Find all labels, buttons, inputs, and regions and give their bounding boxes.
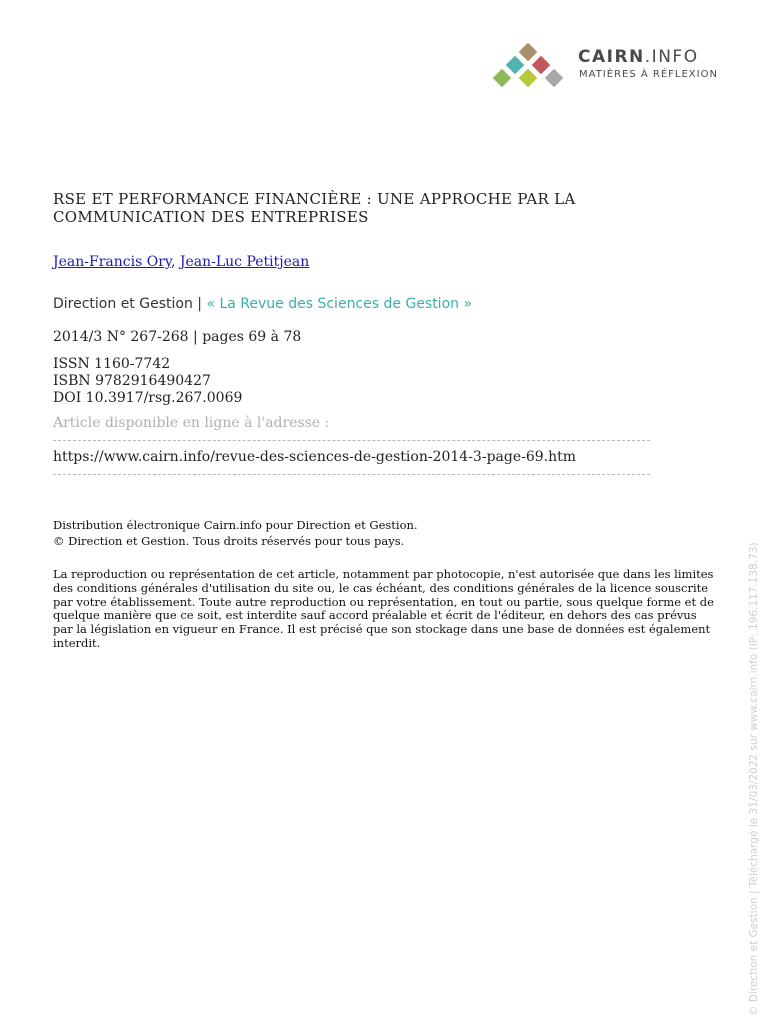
logo-wordmark (578, 47, 699, 67)
available-label: Article disponible en ligne à l'adresse : (53, 415, 330, 431)
url-divider-top (53, 440, 650, 441)
publisher-name: Direction et Gestion | (53, 296, 207, 312)
legal-notice: La reproduction ou représentation de cet article, notamment par photocopie, n'est autorisée que dans les limites des conditions générales d'utilisation du site ou, le cas échéant, des conditions générales de la licence souscrite par votre établissement. Toute autre reproduction ou représentation, en tout ou partie, sous quelque forme et de quelque manière que ce soit, est interdite sauf accord préalable et écrit de l'éditeur, en dehors des cas prévus par la législation en vigueur en France. Il est précisé que son stockage dans une base de données est également interdit. (53, 567, 714, 650)
logo-name-main: CAIRN (578, 47, 645, 67)
author-link-petitjean[interactable]: Jean-Luc Petitjean (179, 254, 310, 270)
author-separator: , (170, 254, 180, 270)
issue-info: 2014/3 N° 267-268 | pages 69 à 78 (53, 329, 302, 345)
distribution-text: Distribution électronique Cairn.info pour Direction et Gestion. (53, 518, 418, 532)
author-link-ory[interactable]: Jean-Francis Ory (53, 254, 171, 270)
revue-name: « La Revue des Sciences de Gestion » (206, 296, 473, 312)
identifiers (53, 356, 242, 407)
article-url[interactable]: https://www.cairn.info/revue-des-sciences-de-gestion-2014-3-page-69.htm (53, 449, 577, 465)
download-watermark: © Direction et Gestion | Téléchargé le 31/03/2022 sur www.cairn.info (IP: 196.117.138.73) (748, 542, 760, 1016)
publisher-line (53, 296, 472, 312)
logo-tagline: MATIÈRES À RÉFLEXION (579, 69, 718, 80)
cairn-logo[interactable] (488, 40, 728, 92)
authors-line (53, 254, 309, 270)
url-divider-bottom (53, 474, 650, 475)
copyright-text: © Direction et Gestion. Tous droits réservés pour tous pays. (53, 534, 405, 548)
article-title: RSE ET PERFORMANCE FINANCIÈRE : UNE APPROCHE PAR LA COMMUNICATION DES ENTREPRISES (53, 190, 576, 226)
distribution-block (53, 517, 418, 549)
doi: DOI 10.3917/rsg.267.0069 (53, 390, 243, 406)
cairn-diamond-logo-icon (488, 40, 574, 90)
logo-name-suffix: .INFO (644, 47, 699, 67)
issn: ISSN 1160-7742 (53, 356, 171, 372)
isbn: ISBN 9782916490427 (53, 373, 211, 389)
